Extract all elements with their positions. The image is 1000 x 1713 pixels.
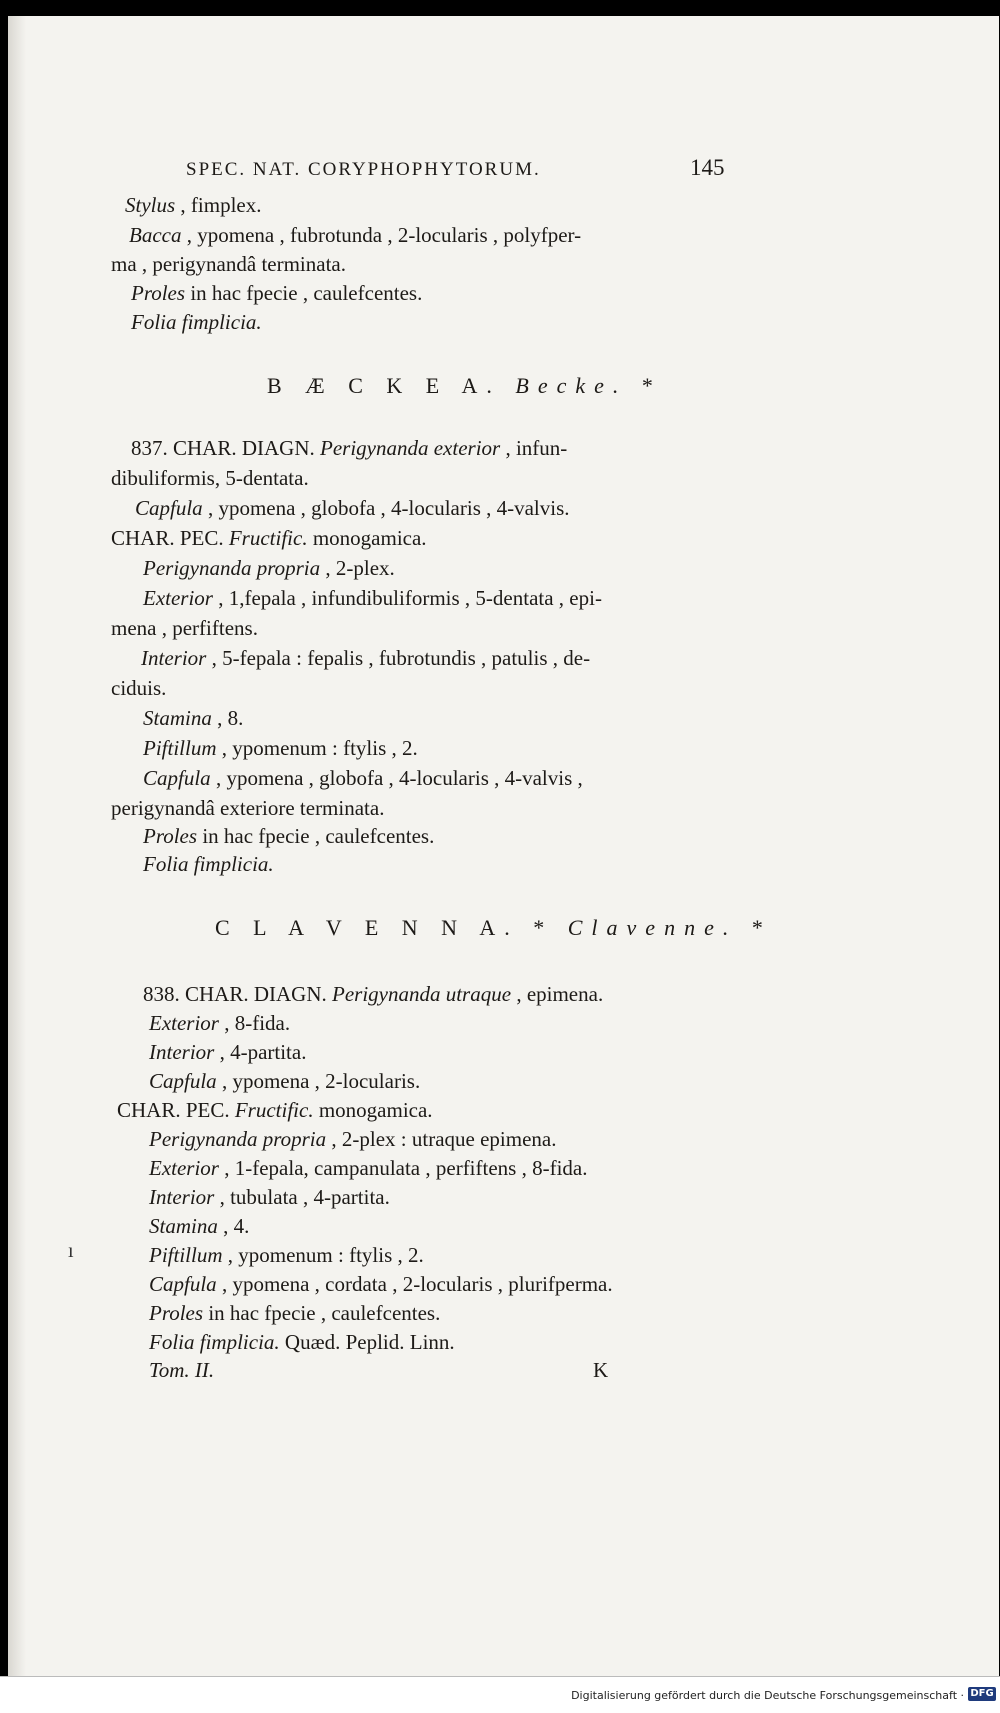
- genus-heading-clavenna: [215, 916, 772, 940]
- text-line: [149, 1127, 556, 1151]
- text-line-bacca-cont: [111, 252, 346, 276]
- text-line: [149, 1243, 424, 1267]
- italic-term: Stamina: [143, 706, 212, 730]
- italic-term: Perigynanda propria: [143, 556, 321, 580]
- text-line-stylus: [125, 193, 262, 217]
- footer-credit: Digitalisierung gefördert durch die Deutsche Forschungsgemeinschaft ·: [571, 1689, 964, 1702]
- text-span: in hac fpecie , caulefcentes.: [203, 1301, 441, 1325]
- text-line: [149, 1185, 390, 1209]
- italic-term: Proles: [149, 1301, 204, 1325]
- text-line: [149, 1301, 440, 1325]
- text-line: [149, 1214, 249, 1238]
- italic-term: Folia fimplicia.: [143, 852, 274, 876]
- text-span: , 8-fida.: [218, 1011, 291, 1035]
- text-span: Quæd. Peplid. Linn.: [279, 1330, 455, 1354]
- italic-term: Exterior: [143, 586, 213, 610]
- italic-term: Stamina: [149, 1214, 218, 1238]
- italic-term: Piftillum: [149, 1243, 223, 1267]
- signature-mark: K: [593, 1358, 609, 1382]
- text-span: , 2-plex.: [320, 556, 395, 580]
- book-page: [8, 16, 999, 1677]
- text-span: , 1,fepala , infundibuliformis , 5-dentata , epi-: [212, 586, 602, 610]
- text-span: perigynandâ exteriore terminata.: [111, 796, 385, 820]
- entry-837-diagnosis: [131, 436, 567, 460]
- text-span: monogamica.: [307, 526, 427, 550]
- italic-term: Perigynanda propria: [149, 1127, 327, 1151]
- text-line: [143, 852, 274, 876]
- italic-term: Proles: [131, 281, 186, 305]
- italic-term: Interior: [149, 1040, 215, 1064]
- text-line-proles: [131, 281, 422, 305]
- italic-term: Capfula: [149, 1069, 217, 1093]
- italic-term: Interior: [141, 646, 207, 670]
- italic-term: Bacca: [129, 223, 182, 247]
- text-line: [149, 1011, 290, 1035]
- text-line-bacca: [129, 223, 581, 247]
- italic-term: Exterior: [149, 1011, 219, 1035]
- genus-heading-baeckea: [267, 374, 662, 398]
- entry-838-diagnosis: [143, 982, 603, 1006]
- text-span: 838. CHAR. DIAGN.: [143, 982, 332, 1006]
- text-span: monogamica.: [313, 1098, 433, 1122]
- italic-term: Folia fimplicia.: [149, 1330, 280, 1354]
- italic-term: Clavenne.: [567, 915, 738, 940]
- text-span: CHAR. PEC.: [117, 1098, 235, 1122]
- italic-term: Interior: [149, 1185, 215, 1209]
- text-span: , infun-: [500, 436, 568, 460]
- text-span: *: [627, 373, 662, 398]
- text-line: [111, 616, 258, 640]
- digitization-footer: [0, 1676, 1000, 1713]
- text-span: , ypomena , globofa , 4-locularis , 4-valvis ,: [210, 766, 583, 790]
- text-span: ciduis.: [111, 676, 167, 700]
- italic-term: Capfula: [135, 496, 203, 520]
- italic-term: Perigynanda exterior: [320, 436, 501, 460]
- italic-term: Becke.: [515, 373, 628, 398]
- text-span: mena , perfiftens.: [111, 616, 258, 640]
- text-span: , ypomena , cordata , 2-locularis , plurifperma.: [216, 1272, 613, 1296]
- italic-term: Folia fimplicia.: [131, 310, 262, 334]
- text-line: [143, 586, 602, 610]
- italic-term: Exterior: [149, 1156, 219, 1180]
- text-span: , 4.: [217, 1214, 250, 1238]
- text-span: , 1-fepala, campanulata , perfiftens , 8-fida.: [218, 1156, 588, 1180]
- text-line: [149, 1069, 420, 1093]
- italic-term: Capfula: [149, 1272, 217, 1296]
- text-span: in hac fpecie , caulefcentes.: [185, 281, 423, 305]
- text-span: , ypomena , globofa , 4-locularis , 4-valvis.: [202, 496, 570, 520]
- text-span: , 5-fepala : fepalis , fubrotundis , patulis , de-: [206, 646, 591, 670]
- page-spine-shadow: [8, 16, 26, 1677]
- text-span: , epimena.: [511, 982, 604, 1006]
- text-span: ma , perigynandâ terminata.: [111, 252, 346, 276]
- text-span: , fimplex.: [175, 193, 262, 217]
- page-number: 145: [690, 155, 725, 180]
- volume-signature: Tom. II.: [149, 1358, 215, 1382]
- text-line: [149, 1156, 587, 1180]
- text-line: [143, 706, 243, 730]
- text-span: , 2-plex : utraque epimena.: [326, 1127, 557, 1151]
- text-line: [149, 1040, 306, 1064]
- text-span: C L A V E N N A. *: [215, 915, 568, 940]
- text-span: , ypomenum : ftylis , 2.: [222, 1243, 424, 1267]
- italic-term: Fructific.: [234, 1098, 314, 1122]
- running-title: SPEC. NAT. CORYPHOPHYTORUM.: [186, 159, 541, 180]
- text-span: dibuliformis, 5-dentata.: [111, 466, 309, 490]
- text-span: *: [737, 915, 772, 940]
- text-span: , ypomenum : ftylis , 2.: [216, 736, 418, 760]
- text-line: [117, 1098, 433, 1122]
- text-line: [143, 736, 418, 760]
- text-span: B Æ C K E A.: [267, 373, 516, 398]
- text-span: 837. CHAR. DIAGN.: [131, 436, 320, 460]
- italic-term: Capfula: [143, 766, 211, 790]
- dfg-logo: DFG: [968, 1687, 996, 1701]
- text-line-folia: [131, 310, 262, 334]
- text-line: [111, 526, 427, 550]
- text-span: , 8.: [211, 706, 244, 730]
- text-span: , ypomena , 2-locularis.: [216, 1069, 421, 1093]
- text-line: [143, 556, 395, 580]
- text-line: [149, 1272, 613, 1296]
- text-line: [111, 796, 384, 820]
- ink-mark: ı: [68, 1240, 74, 1262]
- italic-term: Piftillum: [143, 736, 217, 760]
- text-line: [141, 646, 590, 670]
- text-line: [111, 676, 166, 700]
- text-span: in hac fpecie , caulefcentes.: [197, 824, 435, 848]
- text-line: [111, 466, 309, 490]
- italic-term: Perigynanda utraque: [332, 982, 512, 1006]
- text-span: , ypomena , fubrotunda , 2-locularis , polyfper-: [181, 223, 582, 247]
- text-line: [143, 824, 434, 848]
- text-line: [149, 1330, 455, 1354]
- text-span: , 4-partita.: [214, 1040, 307, 1064]
- italic-term: Fructific.: [228, 526, 308, 550]
- italic-term: Stylus: [125, 193, 176, 217]
- italic-term: Proles: [143, 824, 198, 848]
- text-span: CHAR. PEC.: [111, 526, 229, 550]
- text-line: [143, 766, 583, 790]
- text-line: [135, 496, 570, 520]
- text-span: , tubulata , 4-partita.: [214, 1185, 390, 1209]
